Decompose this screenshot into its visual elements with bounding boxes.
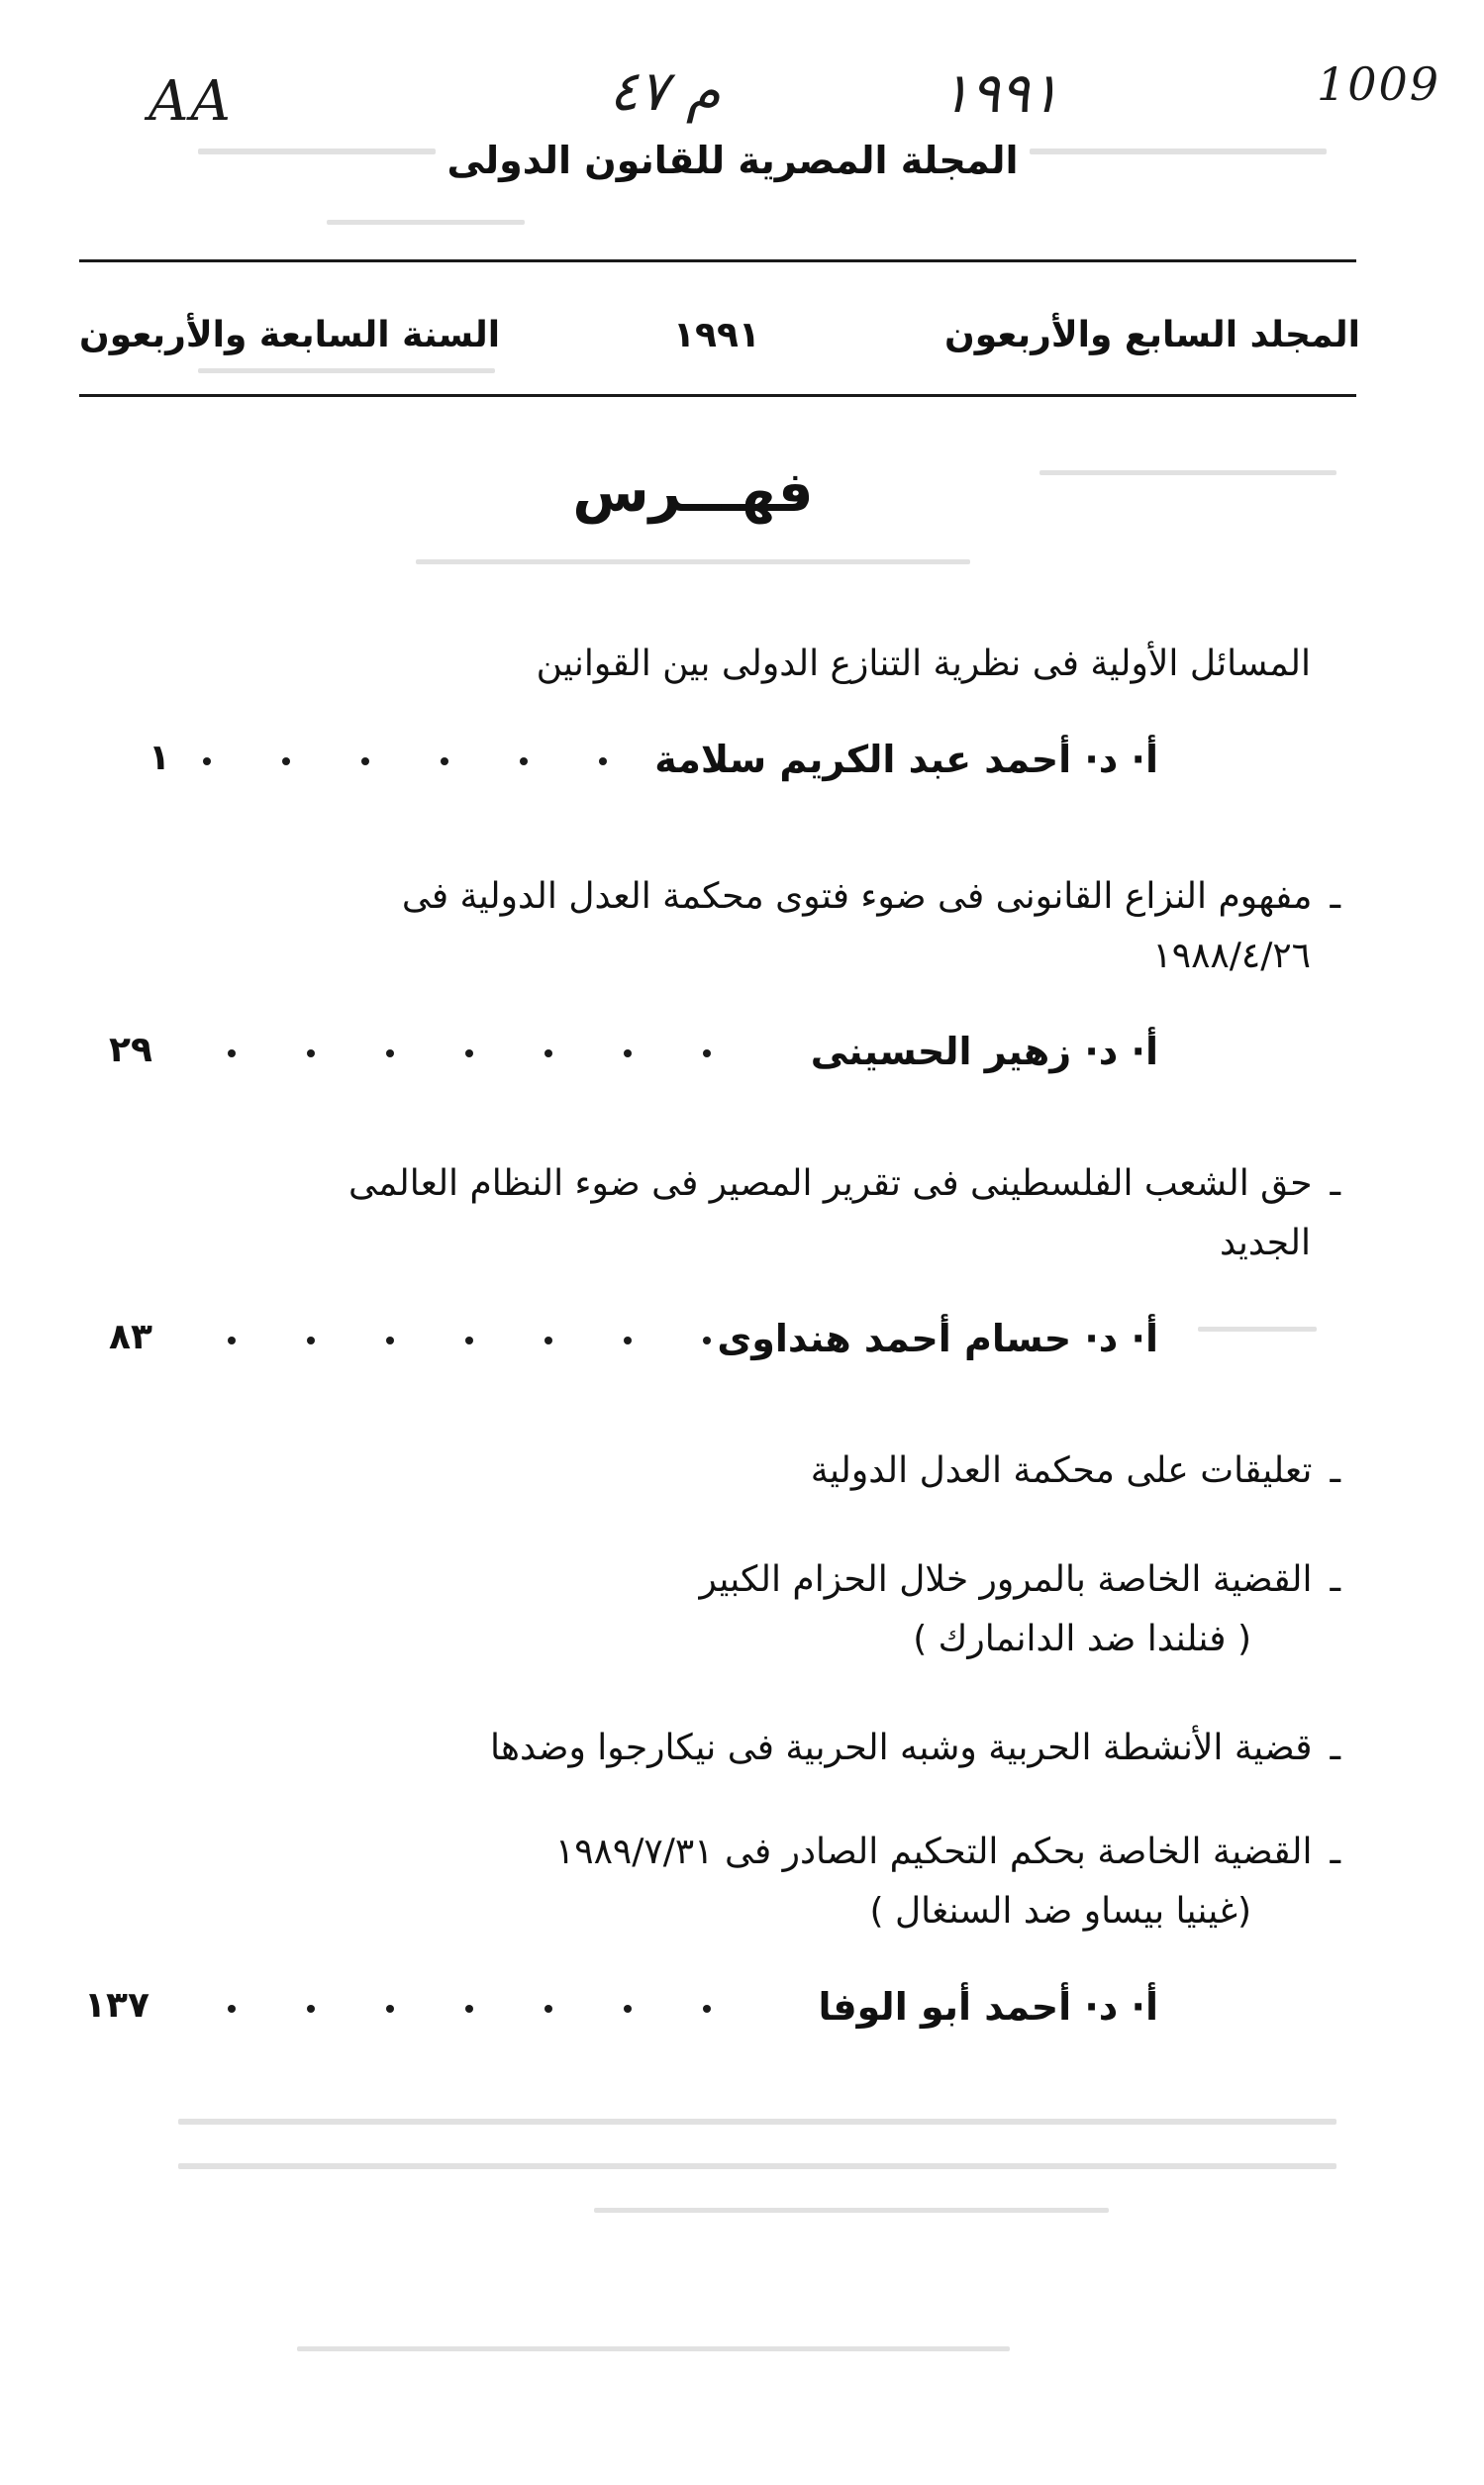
entry-2-dash: ـ <box>1330 876 1340 917</box>
handwritten-note-year: ١٩٩١ <box>940 61 1060 126</box>
year-label: ١٩٩١ <box>673 315 760 355</box>
header-rule-top <box>79 259 1356 262</box>
comment-item-1-continuation: ( فنلندا ضد الدانمارك ) <box>913 1619 1251 1659</box>
handwritten-note-right: 1009 <box>1317 57 1441 111</box>
scan-noise <box>297 2346 1010 2351</box>
comment-item-2-dash: ـ <box>1330 1728 1340 1768</box>
scan-noise <box>327 220 525 225</box>
comments-heading <box>811 1450 1340 1491</box>
journal-title: المجلة المصرية للقانون الدولى <box>446 139 1019 182</box>
entry-2-author-row <box>94 1030 1158 1085</box>
comments-author-row <box>84 1985 1158 2040</box>
entry-2-topic <box>402 876 1340 917</box>
entry-3-topic-text: حق الشعب الفلسطينى فى تقرير المصير فى ضوء النظام العالمى <box>347 1163 1313 1204</box>
comment-item-3 <box>555 1832 1340 1872</box>
scan-noise <box>1198 1327 1317 1332</box>
scan-noise <box>178 2163 1336 2169</box>
comment-item-3-dash: ـ <box>1330 1832 1340 1872</box>
entry-3-author: أ· د· حسام أحمد هنداوى <box>717 1317 1158 1360</box>
scan-noise <box>198 368 495 373</box>
volume-label: المجلد السابع والأربعون <box>944 315 1360 355</box>
entry-3-dash: ـ <box>1330 1163 1340 1204</box>
comment-item-2 <box>490 1728 1340 1768</box>
index-title: فهـــرس <box>572 460 814 525</box>
comment-item-3-continuation: (غينيا بيساو ضد السنغال ) <box>869 1891 1251 1932</box>
scan-noise <box>594 2208 1109 2213</box>
entry-2-author: أ· د· زهير الحسينى <box>810 1030 1158 1073</box>
comments-heading-dash: ـ <box>1330 1450 1340 1491</box>
scan-noise <box>1039 470 1336 475</box>
entry-2-leader-dots <box>228 1042 742 1061</box>
comment-item-3-text: القضية الخاصة بحكم التحكيم الصادر فى ١٩٨٩/٧/٣١ <box>554 1832 1313 1872</box>
comments-leader-dots <box>228 1997 742 2017</box>
comment-item-1 <box>700 1559 1340 1600</box>
scan-noise <box>178 2119 1336 2125</box>
scan-noise <box>1030 149 1327 154</box>
entry-1-leader-dots <box>203 749 658 769</box>
entry-3-topic-continuation: الجديد <box>1219 1223 1311 1263</box>
entry-1-page-number: ١ <box>148 738 170 778</box>
entry-1-author-row <box>94 738 1158 793</box>
scan-noise <box>416 559 970 564</box>
entry-1-topic <box>537 644 1311 684</box>
entry-3-author-row <box>94 1317 1158 1372</box>
entry-2-topic-text: مفهوم النزاع القانونى فى ضوء فتوى محكمة العدل الدولية فى <box>401 876 1313 917</box>
comment-item-2-text: قضية الأنشطة الحربية وشبه الحربية فى نيكارجوا وضدها <box>490 1728 1313 1768</box>
edition-label: السنة السابعة والأربعون <box>79 315 501 355</box>
entry-3-page-number: ٨٣ <box>109 1317 152 1357</box>
comments-heading-text: تعليقات على محكمة العدل الدولية <box>810 1450 1313 1491</box>
entry-2-page-number: ٢٩ <box>109 1030 152 1070</box>
entry-2-topic-continuation: ١٩٨٨/٤/٢٦ <box>1152 936 1311 976</box>
entry-3-leader-dots <box>228 1329 742 1348</box>
comment-item-1-dash: ـ <box>1330 1559 1340 1600</box>
entry-1-author: أ· د· أحمد عبد الكريم سلامة <box>654 738 1158 781</box>
header-rule-bottom <box>79 394 1356 397</box>
entry-3-topic <box>348 1163 1340 1204</box>
comment-item-1-text: القضية الخاصة بالمرور خلال الحزام الكبير <box>699 1559 1313 1600</box>
scan-noise <box>198 149 436 154</box>
handwritten-note-center: م ٤٧ <box>609 59 721 124</box>
comments-author: أ· د· أحمد أبو الوفا <box>818 1985 1158 2029</box>
entry-1-topic-text: المسائل الأولية فى نظرية التنازع الدولى بين القوانين <box>536 644 1311 684</box>
comments-page-number: ١٣٧ <box>84 1985 149 2026</box>
handwritten-note-left: AA <box>148 69 233 134</box>
